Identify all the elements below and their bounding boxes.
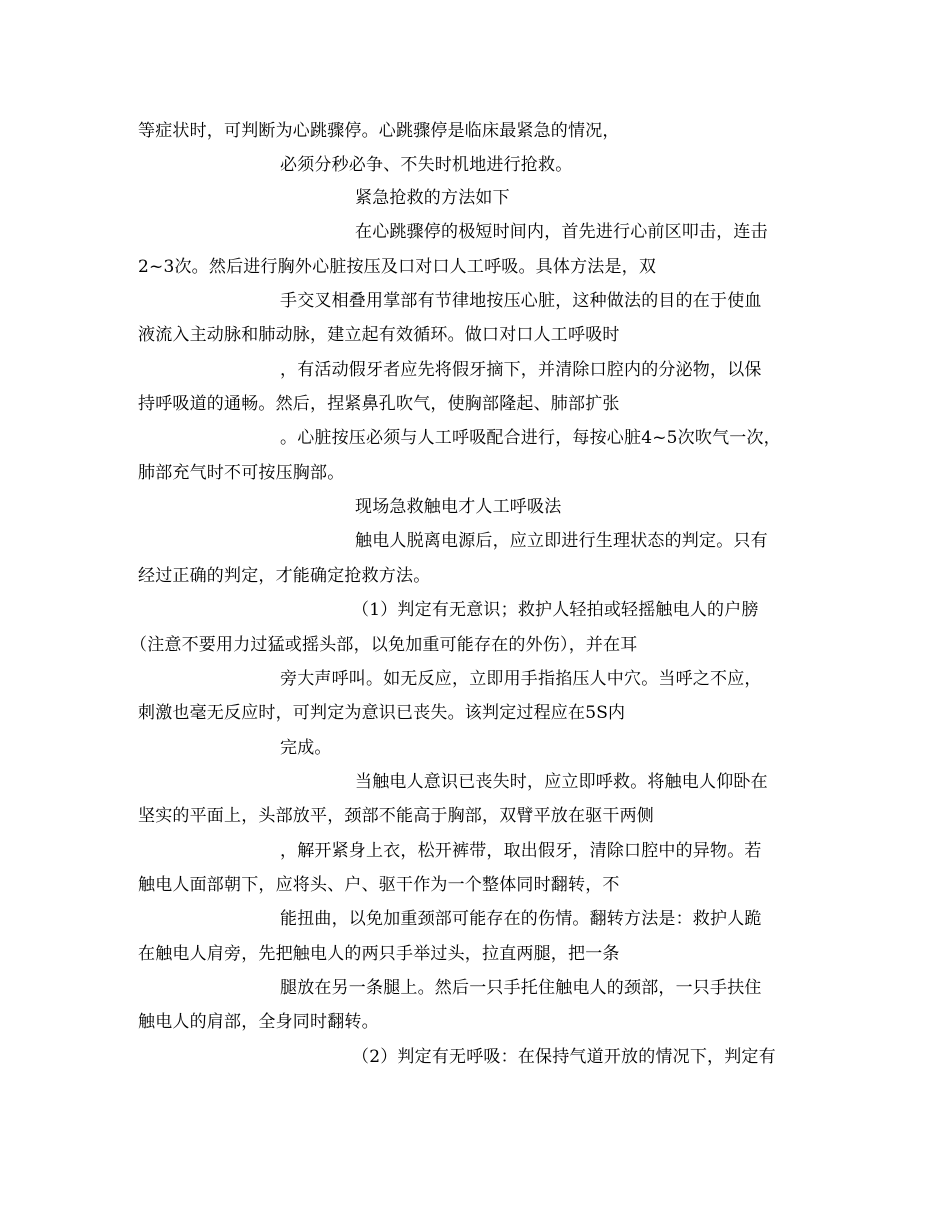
text-line: 刺激也毫无反应时，可判定为意识已丧失。该判定过程应在5S内 — [138, 703, 626, 723]
text-line: 等症状时，可判断为心跳骤停。心跳骤停是临床最紧急的情况， — [138, 121, 620, 141]
text-line: （注意不要用力过猛或摇头部，以免加重可能存在的外伤），并在耳 — [130, 635, 638, 655]
text-line: 完成。 — [280, 738, 332, 758]
text-line: 持呼吸道的通畅。然后，捏紧鼻孔吹气，使胸部隆起、肺部扩张 — [138, 394, 620, 414]
text-line: 坚实的平面上，头部放平，颈部不能高于胸部，双臂平放在驱干两侧 — [138, 806, 654, 826]
text-line: 经过正确的判定，才能确定抢救方法。 — [138, 566, 431, 586]
text-line: 触电人的肩部，全身同时翻转。 — [138, 1012, 379, 1032]
text-line: 液流入主动脉和肺动脉，建立起有效循环。做口对口人工呼吸时 — [138, 325, 620, 345]
text-line: （1）判定有无意识；救护人轻拍或轻摇触电人的户膀 — [352, 600, 759, 620]
text-line: 触电人面部朝下，应将头、户、驱干作为一个整体同时翻转，不 — [138, 875, 620, 895]
section-heading: 紧急抢救的方法如下 — [355, 188, 510, 208]
text-line: 当触电人意识已丧失时，应立即呼救。将触电人仰卧在 — [355, 772, 768, 792]
text-line: （2）判定有无呼吸：在保持气道开放的情况下，判定有 — [352, 1047, 776, 1067]
text-line: ，解开紧身上衣，松开裤带，取出假牙，清除口腔中的异物。若 — [280, 841, 762, 861]
text-line: 。心脏按压必须与人工呼吸配合进行，每按心脏4~5次吹气一次， — [280, 428, 781, 448]
text-line: 能扭曲，以免加重颈部可能存在的伤情。翻转方法是：救护人跪 — [280, 909, 762, 929]
text-line: 在触电人肩旁，先把触电人的两只手举过头，拉直两腿，把一条 — [138, 944, 620, 964]
text-line: 肺部充气时不可按压胸部。 — [138, 463, 345, 483]
text-line: 腿放在另一条腿上。然后一只手托住触电人的颈部，一只手扶住 — [280, 978, 762, 998]
section-heading: 现场急救触电才人工呼吸法 — [355, 497, 562, 517]
text-line: 在心跳骤停的极短时间内，首先进行心前区叩击，连击 — [355, 222, 768, 242]
text-line: ，有活动假牙者应先将假牙摘下，并清除口腔内的分泌物，以保 — [280, 360, 762, 380]
text-line: 触电人脱离电源后，应立即进行生理状态的判定。只有 — [355, 531, 768, 551]
text-line: 手交叉相叠用掌部有节律地按压心脏，这种做法的目的在于使血 — [280, 291, 762, 311]
text-line: 必须分秒必争、不失时机地进行抢救。 — [280, 155, 573, 175]
text-line: 旁大声呼叫。如无反应，立即用手指掐压人中穴。当呼之不应， — [280, 669, 762, 689]
text-line: 2~3次。然后进行胸外心脏按压及口对口人工呼吸。具体方法是，双 — [138, 257, 657, 277]
